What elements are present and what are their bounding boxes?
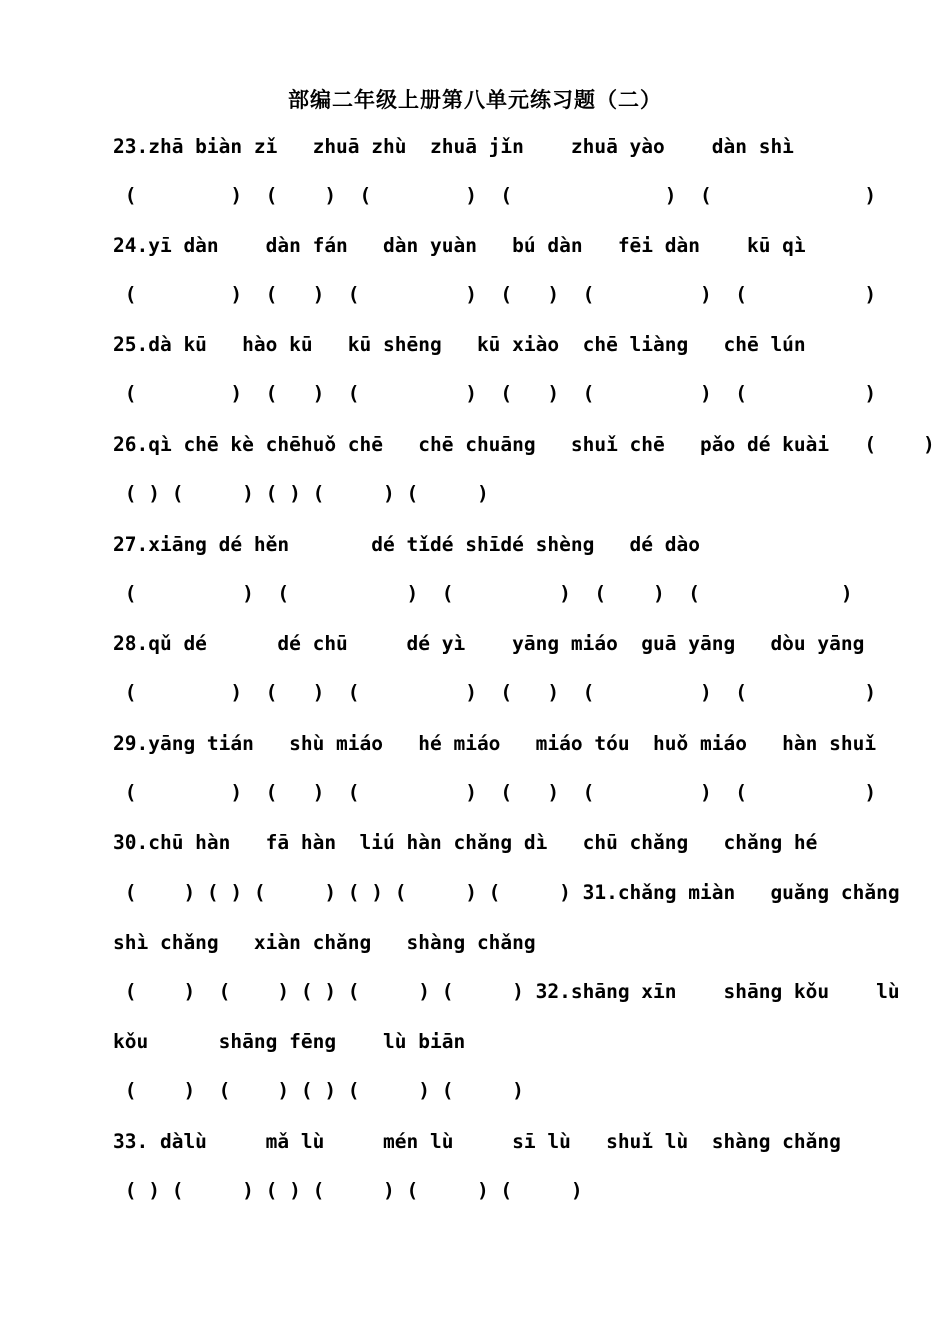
page-title: 部编二年级上册第八单元练习题（二） xyxy=(288,88,662,112)
answer-blanks-27: ( ) ( ) ( ) ( ) ( ) xyxy=(113,582,853,605)
pinyin-line-25: 25.dà kū hào kū kū shēng kū xiào chē liàng chē lún xyxy=(113,333,806,356)
answer-blanks-31-and-pinyin-32: ( ) ( ) ( ) ( ) ( ) 32.shāng xīn shāng kǒu lù xyxy=(113,980,900,1003)
pinyin-line-29: 29.yāng tián shù miáo hé miáo miáo tóu huǒ miáo hàn shuǐ xyxy=(113,732,877,755)
answer-blanks-33: ( ) ( ) ( ) ( ) ( ) ( ) xyxy=(113,1179,583,1202)
answer-blanks-26: ( ) ( ) ( ) ( ) ( ) xyxy=(113,482,489,505)
pinyin-line-26: 26.qì chē kè chēhuǒ chē chē chuāng shuǐ chē pǎo dé kuài ( ) xyxy=(113,433,935,456)
pinyin-line-33: 33. dàlù mǎ lù mén lù sī lù shuǐ lù shàng chǎng xyxy=(113,1130,841,1153)
answer-blanks-30-and-pinyin-31: ( ) ( ) ( ) ( ) ( ) ( ) 31.chǎng miàn guǎng chǎng xyxy=(113,881,900,904)
pinyin-line-32-continued: kǒu shāng fēng lù biān xyxy=(113,1030,466,1053)
answer-blanks-28: ( ) ( ) ( ) ( ) ( ) ( ) xyxy=(113,681,877,704)
answer-blanks-23: ( ) ( ) ( ) ( ) ( ) xyxy=(113,184,877,207)
answer-blanks-25: ( ) ( ) ( ) ( ) ( ) ( ) xyxy=(113,382,877,405)
answer-blanks-29: ( ) ( ) ( ) ( ) ( ) ( ) xyxy=(113,781,877,804)
pinyin-line-23: 23.zhā biàn zǐ zhuā zhù zhuā jǐn zhuā yào dàn shì xyxy=(113,135,794,158)
pinyin-line-30: 30.chū hàn fā hàn liú hàn chǎng dì chū chǎng chǎng hé xyxy=(113,831,818,854)
answer-blanks-32: ( ) ( ) ( ) ( ) ( ) xyxy=(113,1079,524,1102)
pinyin-line-24: 24.yī dàn dàn fán dàn yuàn bú dàn fēi dàn kū qì xyxy=(113,234,806,257)
answer-blanks-24: ( ) ( ) ( ) ( ) ( ) ( ) xyxy=(113,283,877,306)
pinyin-line-31-continued: shì chǎng xiàn chǎng shàng chǎng xyxy=(113,931,536,954)
pinyin-line-27: 27.xiāng dé hěn dé tǐdé shīdé shèng dé dào xyxy=(113,533,700,556)
pinyin-line-28: 28.qǔ dé dé chū dé yì yāng miáo guā yāng dòu yāng xyxy=(113,632,865,655)
